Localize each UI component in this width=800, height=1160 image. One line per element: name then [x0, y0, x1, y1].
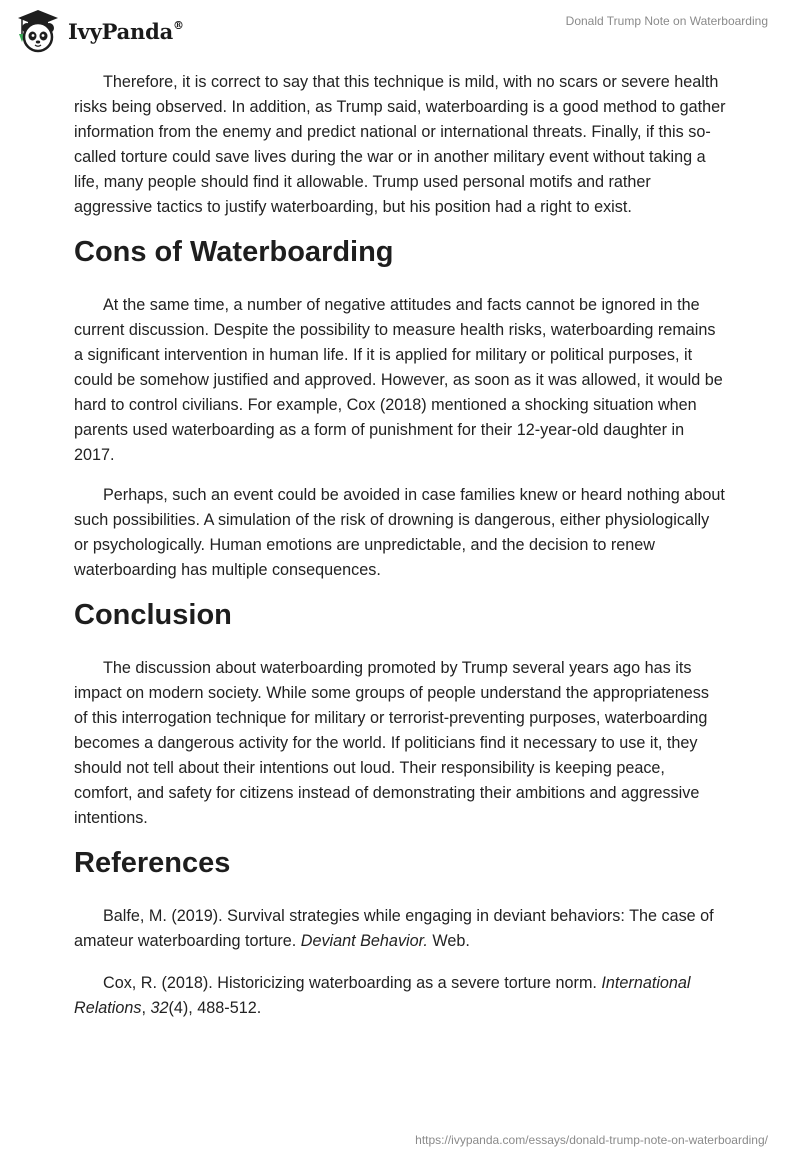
- panda-graduate-icon: [14, 8, 62, 54]
- source-url[interactable]: https://ivypanda.com/essays/donald-trump-note-on-waterboarding/: [415, 1133, 768, 1147]
- paragraph: The discussion about waterboarding promoted by Trump several years ago has its impact on modern society. While some groups of people understand the appropriateness of this interrogation technique for military or terrorist-preventing purposes, waterboarding becomes a dangerous activity for the world. If politicians find it necessary to use it, they should not tell about their intentions out loud. Their responsibility is keeping peace, comfort, and safety for citizens instead of demonstrating their ambitions and aggressive intentions.: [74, 659, 709, 827]
- document-title: Donald Trump Note on Waterboarding: [565, 14, 768, 28]
- section-heading-references: References: [74, 847, 231, 879]
- paragraph: Perhaps, such an event could be avoided in case families knew or heard nothing about such possibilities. A simulation of the risk of drowning is dangerous, either physiologically or psychologically. Human emotions are unpredictable, and the decision to renew waterboarding has multiple consequences.: [74, 486, 725, 579]
- brand-name: IvyPanda®: [68, 18, 184, 44]
- section-heading-conclusion: Conclusion: [74, 599, 232, 631]
- paragraph: At the same time, a number of negative attitudes and facts cannot be ignored in the current discussion. Despite the possibility to measure health risks, waterboarding remains a significant intervention in human life. If it is applied for military or political purposes, it could be somehow justified and approved. However, as soon as it was allowed, it would be hard to control civilians. For example, Cox (2018) mentioned a shocking situation when parents used waterboarding as a form of punishment for their 12-year-old daughter in 2017.: [74, 296, 723, 464]
- reference-entry: Balfe, M. (2019). Survival strategies while engaging in deviant behaviors: The case of amateur waterboarding torture. Deviant Behavior. Web.: [74, 907, 714, 950]
- paragraph: Therefore, it is correct to say that this technique is mild, with no scars or severe health risks being observed. In addition, as Trump said, waterboarding is a good method to gather information from the enemy and predict national or international threats. Finally, if this so-called torture could save lives during the war or in another military event without taking a life, many people should find it allowable. Trump used personal motifs and rather aggressive tactics to justify waterboarding, but his position had a right to exist.: [74, 73, 726, 216]
- page-header: [0, 0, 800, 62]
- section-heading-cons: Cons of Waterboarding: [74, 236, 394, 268]
- essay-content: [74, 70, 726, 1038]
- ivypanda-logo[interactable]: [14, 8, 184, 54]
- reference-entry: Cox, R. (2018). Historicizing waterboarding as a severe torture norm. International Relations, 32(4), 488-512.: [74, 974, 691, 1017]
